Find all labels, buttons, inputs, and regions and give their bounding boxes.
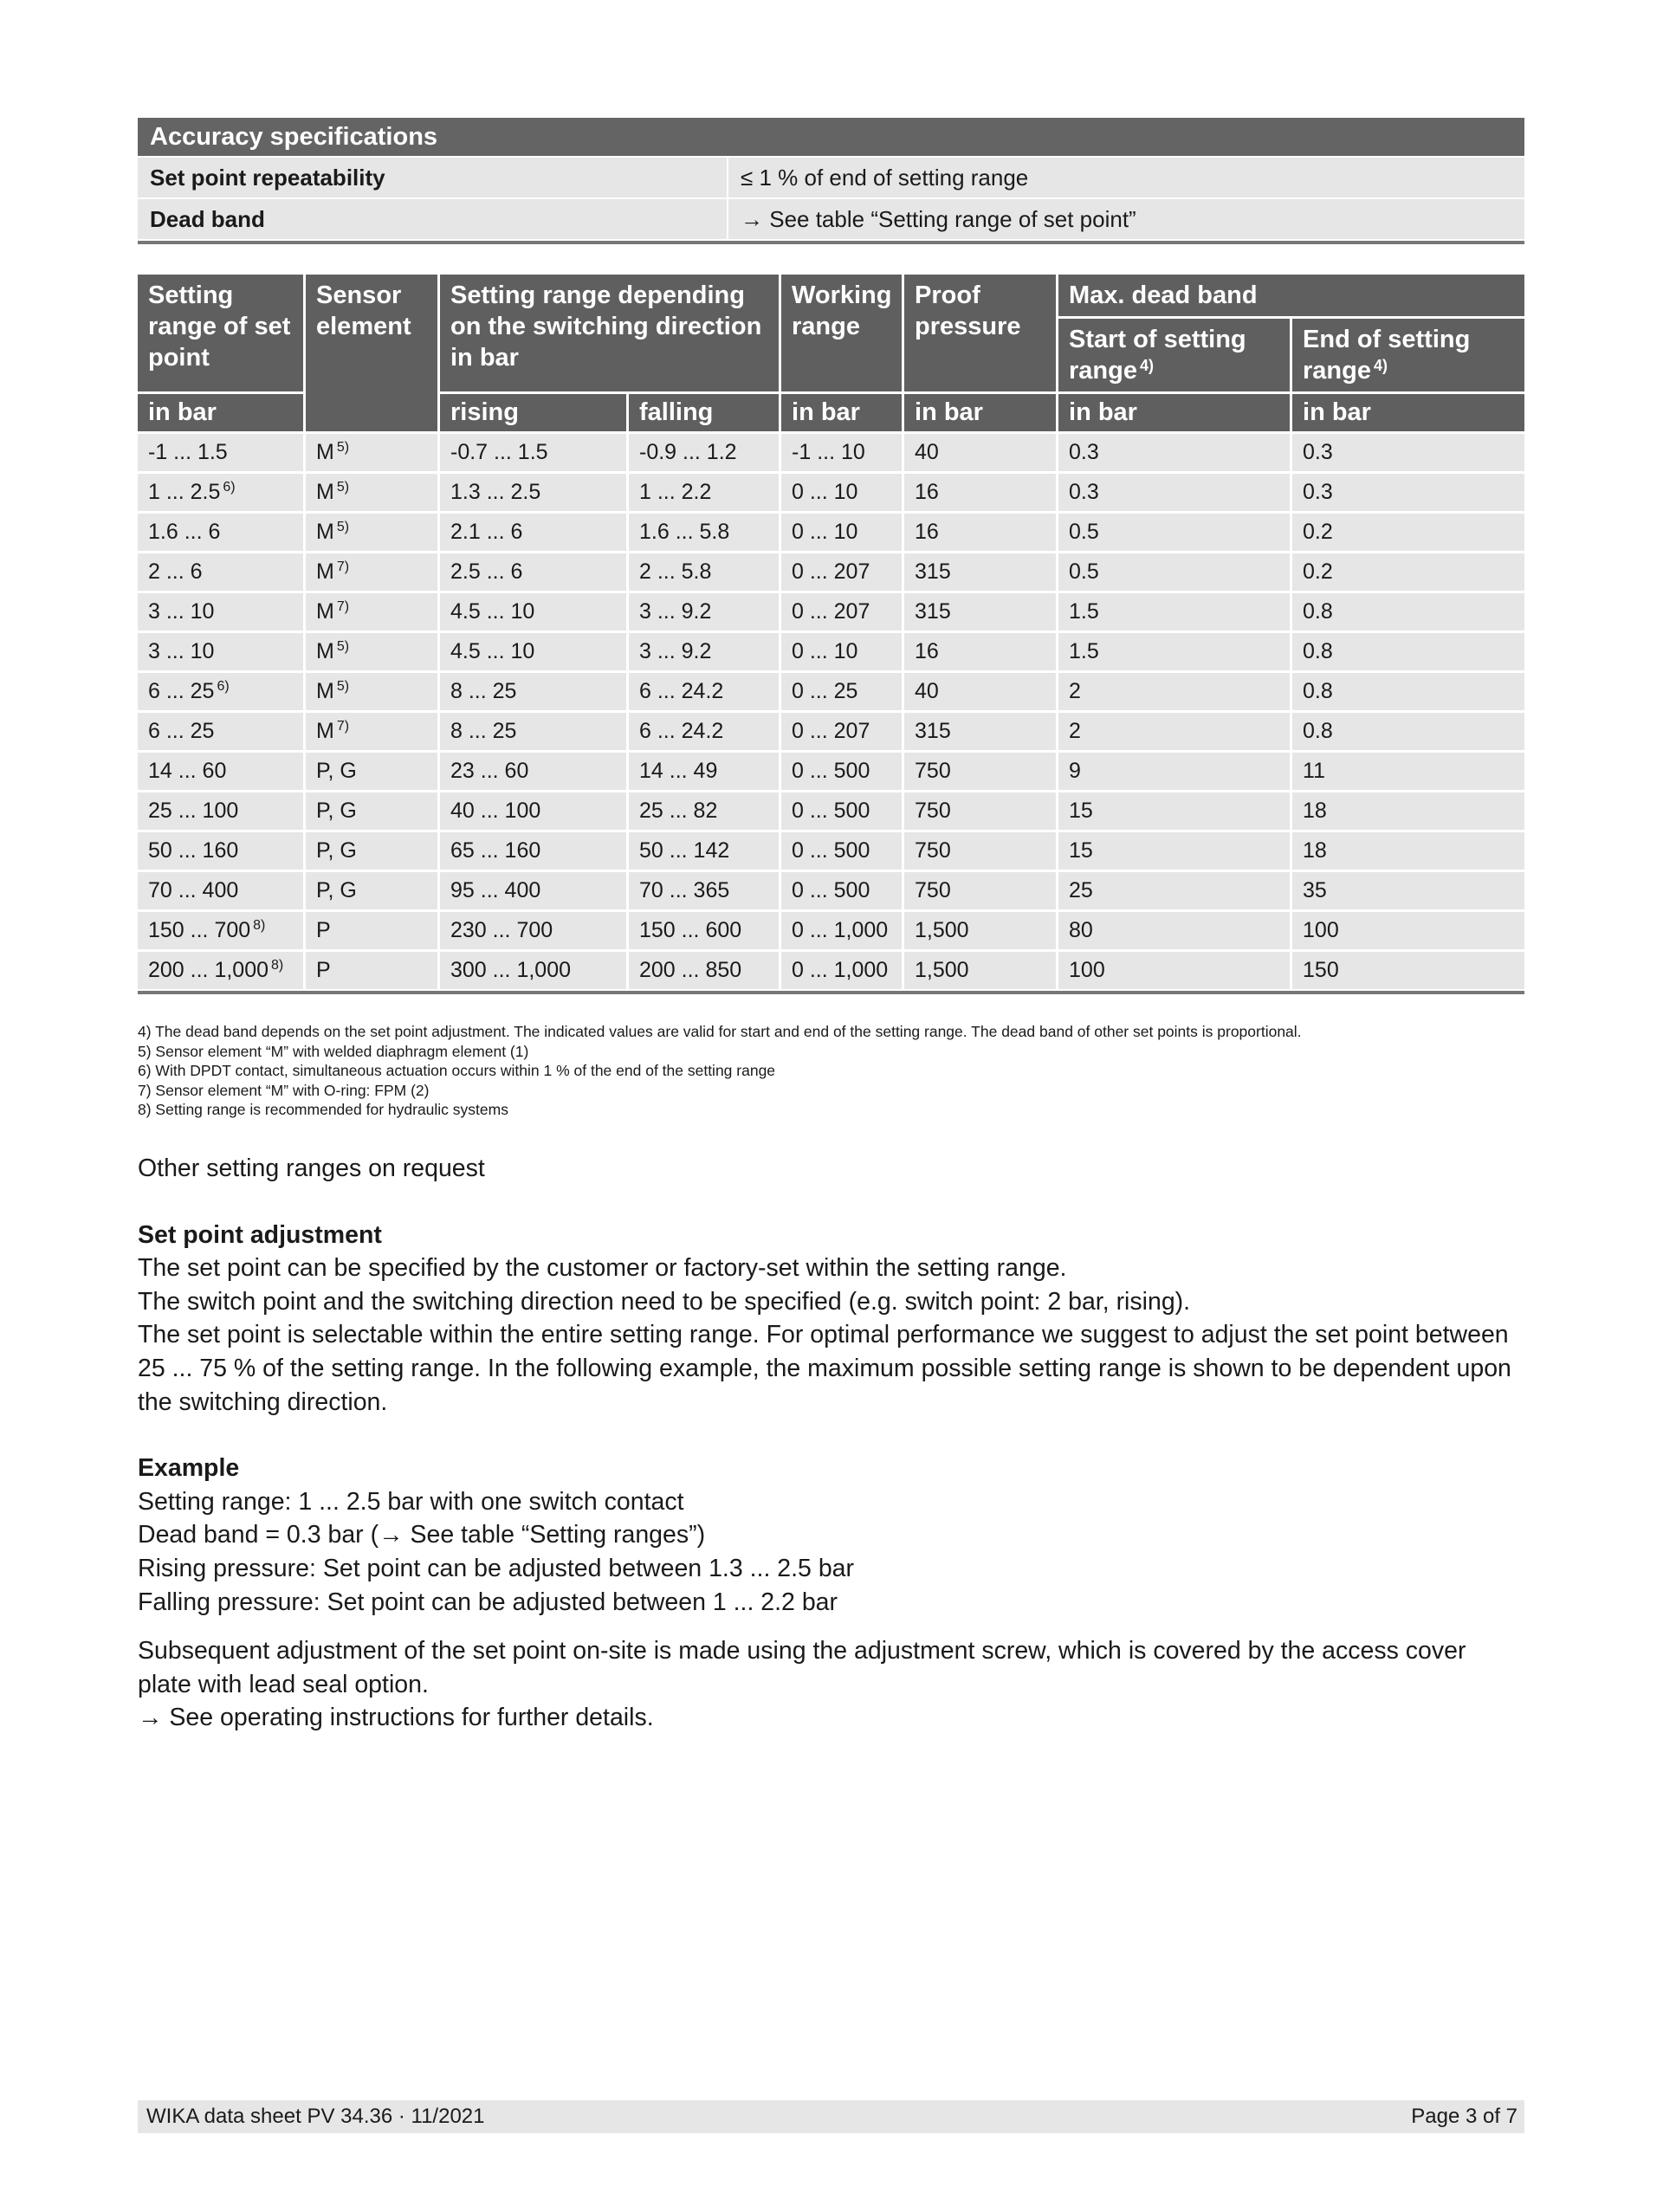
cell-rising: 4.5 ... 10 [440, 633, 626, 670]
cell-sensor-element: M $^{7)}$ [306, 553, 437, 591]
cell-dead-band-end: 0.8 [1292, 633, 1524, 670]
cell-dead-band-start: 0.3 [1058, 474, 1290, 511]
table-bottom-rule [138, 241, 1524, 244]
accuracy-row-value: ≤ 1 % of end of setting range [728, 158, 1524, 197]
footnote: 8) Setting range is recommended for hydraulic systems [138, 1101, 508, 1119]
cell-proof-pressure: 40 [904, 434, 1056, 471]
paragraph: → See operating instructions for further details. [138, 1704, 654, 1732]
unit-setting-range: in bar [138, 394, 303, 431]
cell-dead-band-end: 11 [1292, 753, 1524, 790]
table-row [138, 434, 1524, 471]
unit-falling: falling [629, 394, 779, 431]
table-row [138, 872, 1524, 909]
footer-document-id: WIKA data sheet PV 34.36 · 11/2021 [146, 2105, 485, 2128]
header-end-of-setting-range: End of setting range $^{4)}$ [1292, 319, 1524, 391]
header-switching-direction: Setting range depending on the switching direction in bar [440, 275, 779, 391]
cell-rising: 230 ... 700 [440, 912, 626, 949]
cell-dead-band-end: 0.3 [1292, 434, 1524, 471]
cell-rising: 40 ... 100 [440, 792, 626, 830]
table-bottom-rule [138, 991, 1524, 994]
cell-working-range: 0 ... 500 [781, 753, 902, 790]
header-max-dead-band: Max. dead band [1058, 275, 1524, 316]
cell-working-range: 0 ... 10 [781, 514, 902, 551]
set-point-heading: Set point adjustment [138, 1220, 382, 1249]
cell-falling: 70 ... 365 [629, 872, 779, 909]
cell-rising: 8 ... 25 [440, 673, 626, 710]
cell-sensor-element: M $^{7)}$ [306, 713, 437, 750]
table-row [138, 832, 1524, 870]
cell-proof-pressure: 16 [904, 633, 1056, 670]
cell-setting-range: 200 ... 1,000 $^{8)}$ [138, 952, 303, 989]
cell-working-range: 0 ... 500 [781, 792, 902, 830]
example-heading: Example [138, 1454, 240, 1483]
setting-ranges-body [138, 434, 1524, 989]
cell-dead-band-start: 1.5 [1058, 593, 1290, 631]
cell-rising: 1.3 ... 2.5 [440, 474, 626, 511]
cell-working-range: 0 ... 25 [781, 673, 902, 710]
cell-falling: 200 ... 850 [629, 952, 779, 989]
table-row [138, 713, 1524, 750]
cell-dead-band-start: 0.3 [1058, 434, 1290, 471]
cell-sensor-element: P, G [306, 753, 437, 790]
setting-ranges-table-wrapper [138, 272, 1524, 994]
accuracy-row-label: Dead band [138, 199, 727, 239]
cell-rising: 2.1 ... 6 [440, 514, 626, 551]
cell-falling: 50 ... 142 [629, 832, 779, 870]
cell-proof-pressure: 750 [904, 832, 1056, 870]
cell-dead-band-end: 18 [1292, 792, 1524, 830]
paragraph: The set point can be specified by the customer or factory-set within the setting range. [138, 1254, 1067, 1283]
cell-dead-band-start: 15 [1058, 792, 1290, 830]
cell-dead-band-start: 2 [1058, 713, 1290, 750]
cell-falling: 25 ... 82 [629, 792, 779, 830]
table-row [138, 633, 1524, 670]
page-footer [138, 2100, 1524, 2133]
cell-falling: 2 ... 5.8 [629, 553, 779, 591]
cell-falling: 6 ... 24.2 [629, 673, 779, 710]
cell-setting-range: 3 ... 10 [138, 633, 303, 670]
cell-falling: 1 ... 2.2 [629, 474, 779, 511]
table-row [138, 474, 1524, 511]
cell-proof-pressure: 750 [904, 792, 1056, 830]
cell-setting-range: 70 ... 400 [138, 872, 303, 909]
cell-setting-range: 2 ... 6 [138, 553, 303, 591]
cell-dead-band-end: 0.8 [1292, 593, 1524, 631]
cell-working-range: 0 ... 1,000 [781, 952, 902, 989]
cell-rising: 8 ... 25 [440, 713, 626, 750]
setting-ranges-table [135, 272, 1527, 992]
cell-working-range: 0 ... 207 [781, 593, 902, 631]
cell-proof-pressure: 1,500 [904, 912, 1056, 949]
accuracy-row-label: Set point repeatability [138, 158, 727, 197]
cell-dead-band-start: 2 [1058, 673, 1290, 710]
cell-sensor-element: P [306, 952, 437, 989]
header-sensor-element: Sensor element [306, 275, 437, 431]
cell-rising: 2.5 ... 6 [440, 553, 626, 591]
cell-dead-band-end: 0.8 [1292, 713, 1524, 750]
cell-working-range: 0 ... 207 [781, 553, 902, 591]
cell-falling: -0.9 ... 1.2 [629, 434, 779, 471]
cell-falling: 14 ... 49 [629, 753, 779, 790]
cell-falling: 6 ... 24.2 [629, 713, 779, 750]
cell-working-range: 0 ... 10 [781, 633, 902, 670]
cell-setting-range: 3 ... 10 [138, 593, 303, 631]
paragraph: The set point is selectable within the entire setting range. For optimal performance we suggest to adjust the set point between 25 ... 75 % of the setting range. In the following example, the maximum possible setting range is shown to be dependent upon the switching direction. [138, 1321, 1511, 1416]
cell-dead-band-end: 0.2 [1292, 514, 1524, 551]
cell-proof-pressure: 40 [904, 673, 1056, 710]
footer-page-number: Page 3 of 7 [1411, 2105, 1517, 2128]
cell-rising: 4.5 ... 10 [440, 593, 626, 631]
header-setting-range: Setting range of set point [138, 275, 303, 391]
cell-setting-range: -1 ... 1.5 [138, 434, 303, 471]
cell-setting-range: 50 ... 160 [138, 832, 303, 870]
table-row [138, 952, 1524, 989]
cell-dead-band-start: 1.5 [1058, 633, 1290, 670]
unit-proof: in bar [904, 394, 1056, 431]
cell-dead-band-start: 9 [1058, 753, 1290, 790]
cell-proof-pressure: 750 [904, 753, 1056, 790]
cell-proof-pressure: 1,500 [904, 952, 1056, 989]
cell-sensor-element: P, G [306, 792, 437, 830]
example-line: Dead band = 0.3 bar (→ See table “Setting ranges”) [138, 1521, 706, 1549]
other-ranges-text: Other setting ranges on request [138, 1155, 485, 1182]
cell-falling: 3 ... 9.2 [629, 633, 779, 670]
table-row [138, 553, 1524, 591]
cell-falling: 1.6 ... 5.8 [629, 514, 779, 551]
cell-setting-range: 6 ... 25 [138, 713, 303, 750]
accuracy-row-value: → See table “Setting range of set point” [728, 199, 1524, 239]
cell-setting-range: 1.6 ... 6 [138, 514, 303, 551]
header-working-range: Working range [781, 275, 902, 391]
paragraph: Subsequent adjustment of the set point on-site is made using the adjustment screw, which is covered by the access cover plate with lead seal option. [138, 1637, 1466, 1698]
footnote: 7) Sensor element “M” with O-ring: FPM (2) [138, 1081, 430, 1099]
example-line: Setting range: 1 ... 2.5 bar with one switch contact [138, 1487, 684, 1516]
cell-sensor-element: M $^{5)}$ [306, 434, 437, 471]
cell-sensor-element: P [306, 912, 437, 949]
cell-sensor-element: M $^{5)}$ [306, 633, 437, 670]
cell-working-range: -1 ... 10 [781, 434, 902, 471]
cell-setting-range: 1 ... 2.5 $^{6)}$ [138, 474, 303, 511]
cell-sensor-element: M $^{5)}$ [306, 474, 437, 511]
cell-dead-band-end: 18 [1292, 832, 1524, 870]
cell-dead-band-end: 0.8 [1292, 673, 1524, 710]
cell-sensor-element: M $^{5)}$ [306, 673, 437, 710]
cell-dead-band-start: 0.5 [1058, 514, 1290, 551]
cell-dead-band-end: 100 [1292, 912, 1524, 949]
cell-proof-pressure: 315 [904, 553, 1056, 591]
header-start-of-setting-range: Start of setting range $^{4)}$ [1058, 319, 1290, 391]
cell-sensor-element: P, G [306, 872, 437, 909]
accuracy-row [138, 199, 1524, 239]
header-proof-pressure: Proof pressure [904, 275, 1056, 391]
cell-rising: 65 ... 160 [440, 832, 626, 870]
accuracy-specifications-table [138, 118, 1524, 244]
cell-working-range: 0 ... 500 [781, 872, 902, 909]
cell-dead-band-start: 25 [1058, 872, 1290, 909]
cell-setting-range: 6 ... 25 $^{6)}$ [138, 673, 303, 710]
cell-rising: 300 ... 1,000 [440, 952, 626, 989]
table-row [138, 673, 1524, 710]
paragraph: The switch point and the switching direction need to be specified (e.g. switch point: 2 bar, rising). [138, 1287, 1191, 1316]
unit-rising: rising [440, 394, 626, 431]
example-line: Rising pressure: Set point can be adjusted between 1.3 ... 2.5 bar [138, 1554, 855, 1582]
cell-working-range: 0 ... 207 [781, 713, 902, 750]
cell-dead-band-start: 100 [1058, 952, 1290, 989]
footnote: 4) The dead band depends on the set point adjustment. The indicated values are valid for start and end of the setting range. The dead band of other set points is proportional. [138, 1023, 1302, 1040]
unit-end: in bar [1292, 394, 1524, 431]
unit-working: in bar [781, 394, 902, 431]
cell-working-range: 0 ... 1,000 [781, 912, 902, 949]
table-row [138, 753, 1524, 790]
table-row [138, 514, 1524, 551]
cell-dead-band-start: 15 [1058, 832, 1290, 870]
cell-proof-pressure: 16 [904, 474, 1056, 511]
cell-proof-pressure: 16 [904, 514, 1056, 551]
cell-dead-band-start: 80 [1058, 912, 1290, 949]
cell-rising: -0.7 ... 1.5 [440, 434, 626, 471]
table-row [138, 912, 1524, 949]
cell-working-range: 0 ... 500 [781, 832, 902, 870]
cell-dead-band-end: 150 [1292, 952, 1524, 989]
table-row [138, 792, 1524, 830]
accuracy-table-title: Accuracy specifications [138, 118, 1524, 156]
footnote: 5) Sensor element “M” with welded diaphragm element (1) [138, 1042, 529, 1060]
cell-dead-band-start: 0.5 [1058, 553, 1290, 591]
cell-rising: 95 ... 400 [440, 872, 626, 909]
footnote: 6) With DPDT contact, simultaneous actuation occurs within 1 % of the end of the setting range [138, 1062, 776, 1080]
cell-rising: 23 ... 60 [440, 753, 626, 790]
cell-falling: 3 ... 9.2 [629, 593, 779, 631]
example-line: Falling pressure: Set point can be adjusted between 1 ... 2.2 bar [138, 1588, 838, 1616]
body-text [138, 1152, 1524, 1735]
accuracy-row [138, 158, 1524, 197]
cell-setting-range: 25 ... 100 [138, 792, 303, 830]
cell-proof-pressure: 750 [904, 872, 1056, 909]
cell-dead-band-end: 35 [1292, 872, 1524, 909]
cell-falling: 150 ... 600 [629, 912, 779, 949]
table-row [138, 593, 1524, 631]
cell-sensor-element: P, G [306, 832, 437, 870]
unit-start: in bar [1058, 394, 1290, 431]
cell-setting-range: 14 ... 60 [138, 753, 303, 790]
cell-proof-pressure: 315 [904, 713, 1056, 750]
footnotes [138, 1022, 1524, 1120]
cell-dead-band-end: 0.2 [1292, 553, 1524, 591]
cell-sensor-element: M $^{7)}$ [306, 593, 437, 631]
cell-proof-pressure: 315 [904, 593, 1056, 631]
cell-dead-band-end: 0.3 [1292, 474, 1524, 511]
cell-sensor-element: M $^{5)}$ [306, 514, 437, 551]
cell-setting-range: 150 ... 700 $^{8)}$ [138, 912, 303, 949]
cell-working-range: 0 ... 10 [781, 474, 902, 511]
